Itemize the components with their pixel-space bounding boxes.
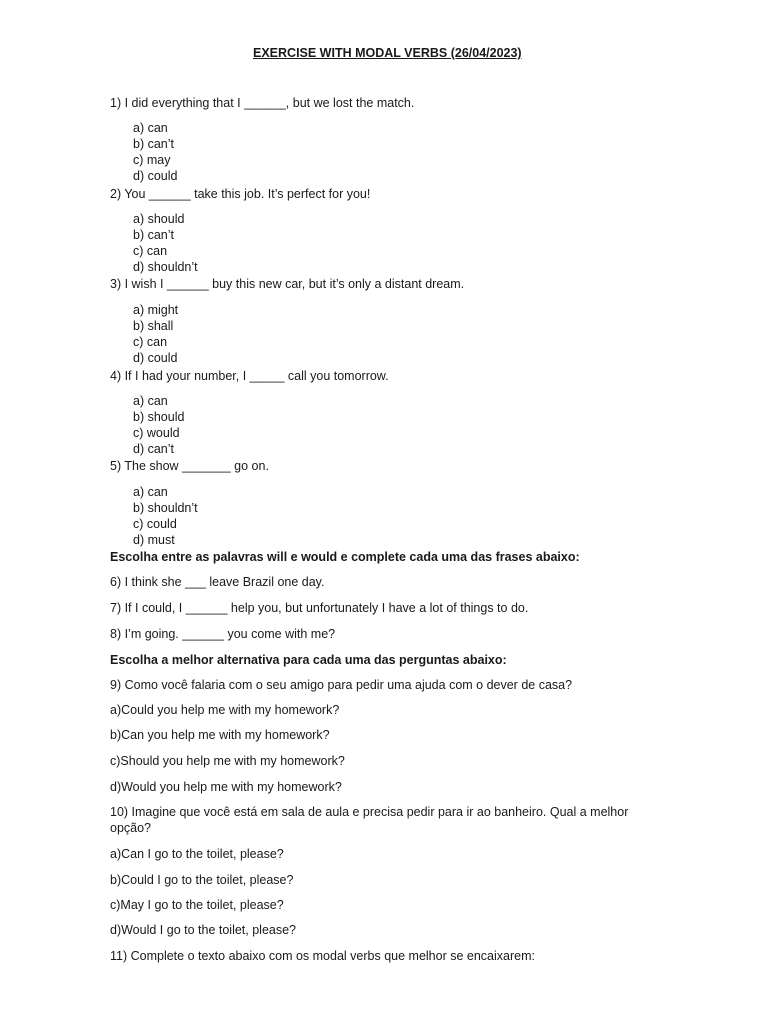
question-2: 2) You ______ take this job. It’s perfect for you!: [110, 187, 371, 201]
question-9: 9) Como você falaria com o seu amigo para pedir uma ajuda com o dever de casa?: [110, 678, 573, 692]
option-10a: a)Can I go to the toilet, please?: [110, 847, 284, 861]
question-6: 6) I think she ___ leave Brazil one day.: [110, 575, 325, 589]
option-3a: a) might: [133, 303, 179, 317]
option-4b: b) should: [133, 410, 185, 424]
option-2d: d) shouldn’t: [133, 260, 198, 274]
option-10d: d)Would I go to the toilet, please?: [110, 923, 296, 937]
question-3: 3) I wish I ______ buy this new car, but it’s only a distant dream.: [110, 277, 465, 291]
question-10-line-2: opção?: [110, 821, 152, 835]
option-5a: a) can: [133, 485, 168, 499]
option-5b: b) shouldn’t: [133, 501, 198, 515]
option-3b: b) shall: [133, 319, 174, 333]
option-5d: d) must: [133, 533, 175, 547]
option-10b: b)Could I go to the toilet, please?: [110, 873, 294, 887]
option-9d: d)Would you help me with my homework?: [110, 780, 342, 794]
option-9c: c)Should you help me with my homework?: [110, 754, 345, 768]
option-2a: a) should: [133, 212, 185, 226]
section-heading-will-would: Escolha entre as palavras will e would e complete cada uma das frases abaixo:: [110, 550, 580, 564]
option-1b: b) can’t: [133, 137, 174, 151]
option-10c: c)May I go to the toilet, please?: [110, 898, 284, 912]
option-3c: c) can: [133, 335, 168, 349]
question-8: 8) I’m going. ______ you come with me?: [110, 627, 336, 641]
question-5: 5) The show _______ go on.: [110, 459, 269, 473]
option-3d: d) could: [133, 351, 178, 365]
option-2b: b) can’t: [133, 228, 174, 242]
question-11: 11) Complete o texto abaixo com os modal verbs que melhor se encaixarem:: [110, 949, 535, 963]
option-1d: d) could: [133, 169, 178, 183]
question-7: 7) If I could, I ______ help you, but unfortunately I have a lot of things to do.: [110, 601, 529, 615]
option-1c: c) may: [133, 153, 171, 167]
question-1: 1) I did everything that I ______, but we lost the match.: [110, 96, 415, 110]
option-4a: a) can: [133, 394, 168, 408]
document-title: EXERCISE WITH MODAL VERBS (26/04/2023): [253, 46, 522, 60]
option-4c: c) would: [133, 426, 180, 440]
section-heading-best-alternative: Escolha a melhor alternativa para cada uma das perguntas abaixo:: [110, 653, 507, 667]
option-9b: b)Can you help me with my homework?: [110, 728, 330, 742]
option-1a: a) can: [133, 121, 168, 135]
question-4: 4) If I had your number, I _____ call you tomorrow.: [110, 369, 389, 383]
option-5c: c) could: [133, 517, 177, 531]
option-9a: a)Could you help me with my homework?: [110, 703, 340, 717]
option-2c: c) can: [133, 244, 168, 258]
option-4d: d) can’t: [133, 442, 174, 456]
question-10-line-1: 10) Imagine que você está em sala de aula e precisa pedir para ir ao banheiro. Qual a melhor: [110, 805, 629, 819]
